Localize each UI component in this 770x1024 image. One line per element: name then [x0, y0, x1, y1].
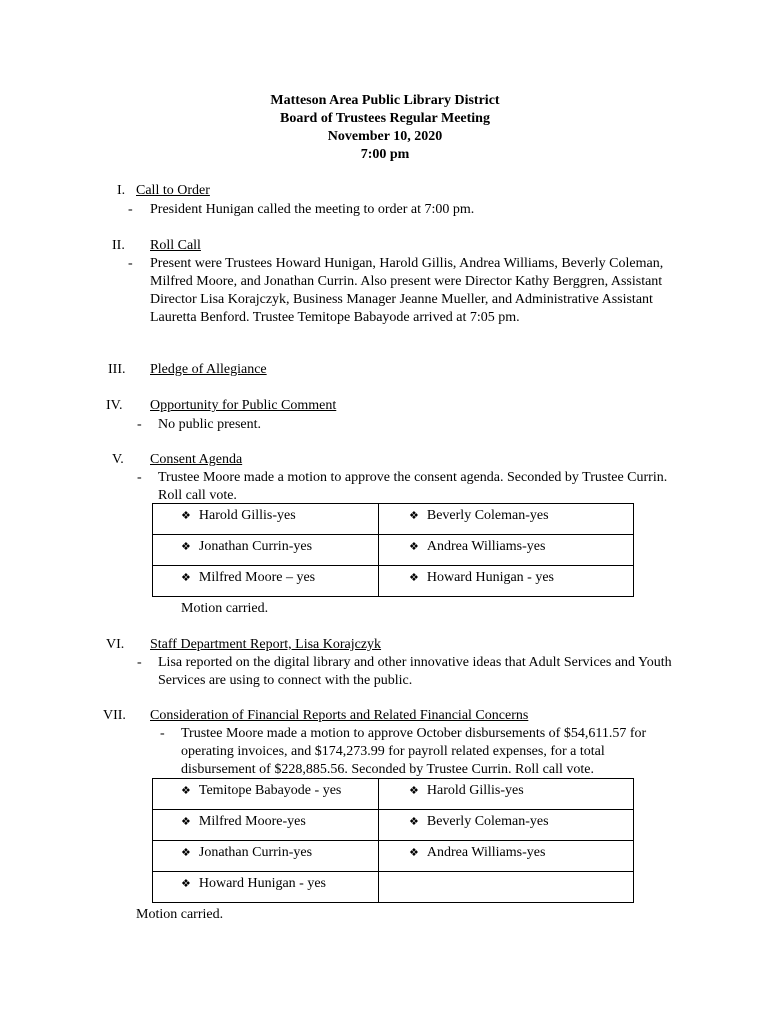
diamond-bullet-icon: ❖ — [181, 816, 191, 828]
section-1-title: Call to Order — [136, 183, 210, 198]
section-2-number: II. — [112, 238, 125, 253]
vote-cell: ❖ Jonathan Currin-yes — [153, 841, 379, 872]
diamond-bullet-icon: ❖ — [181, 510, 191, 522]
section-4-title: Opportunity for Public Comment — [150, 398, 337, 413]
diamond-bullet-icon: ❖ — [409, 572, 419, 584]
vote-cell: ❖ Beverly Coleman-yes — [379, 504, 634, 535]
vote-row — [153, 841, 634, 872]
diamond-bullet-icon: ❖ — [409, 785, 419, 797]
org-name: Matteson Area Public Library District — [270, 93, 500, 108]
section-7-item: Trustee Moore made a motion to approve October disbursements of $54,611.57 for operating invoices, and $174,273.99 for payroll related expenses, for a total disbursement of $228,885.56. Seconded by Trustee Currin. Roll call vote. — [181, 726, 647, 777]
vote-cell: ❖ Andrea Williams-yes — [379, 535, 634, 566]
section-2-title: Roll Call — [150, 238, 201, 253]
vote-cell: ❖ Harold Gillis-yes — [379, 779, 634, 810]
vote-cell: ❖ Temitope Babayode - yes — [153, 779, 379, 810]
vote-cell: ❖ Howard Hunigan - yes — [379, 566, 634, 597]
section-5-number: V. — [112, 452, 124, 467]
section-4-number: IV. — [106, 398, 123, 413]
diamond-bullet-icon: ❖ — [409, 847, 419, 859]
vote-cell: ❖ Jonathan Currin-yes — [153, 535, 379, 566]
consent-vote-table — [152, 503, 634, 597]
vote-row — [153, 810, 634, 841]
vote-row — [153, 535, 634, 566]
dash-marker: - — [160, 726, 165, 741]
vote-cell: ❖ Andrea Williams-yes — [379, 841, 634, 872]
section-2-item: Present were Trustees Howard Hunigan, Harold Gillis, Andrea Williams, Beverly Coleman, Milfred Moore, and Jonathan Currin. Also present were Director Kathy Berggren, Assistant Director Lisa Korajczyk, Business Manager Jeanne Mueller, and Administrative Assistant Lauretta Benford. Trustee Temitope Babayode arrived at 7:05 pm. — [150, 256, 664, 325]
document-header — [0, 92, 770, 164]
dash-marker: - — [137, 417, 142, 432]
diamond-bullet-icon: ❖ — [409, 816, 419, 828]
financial-vote-table — [152, 778, 634, 903]
meeting-date: November 10, 2020 — [327, 129, 443, 144]
section-7-number: VII. — [103, 708, 126, 723]
section-6-title: Staff Department Report, Lisa Korajczyk — [150, 637, 382, 652]
dash-marker: - — [137, 655, 142, 670]
section-7-title: Consideration of Financial Reports and Related Financial Concerns — [150, 708, 529, 723]
dash-marker: - — [137, 470, 142, 485]
vote-cell: ❖ Howard Hunigan - yes — [153, 872, 379, 903]
vote-cell: ❖ Beverly Coleman-yes — [379, 810, 634, 841]
section-6-number: VI. — [106, 637, 125, 652]
diamond-bullet-icon: ❖ — [181, 541, 191, 553]
diamond-bullet-icon: ❖ — [181, 847, 191, 859]
section-5-result: Motion carried. — [181, 601, 269, 616]
diamond-bullet-icon: ❖ — [181, 572, 191, 584]
section-1-item: President Hunigan called the meeting to order at 7:00 pm. — [150, 202, 475, 217]
section-5-title: Consent Agenda — [150, 452, 243, 467]
meeting-title: Board of Trustees Regular Meeting — [280, 111, 490, 126]
vote-cell: ❖ Milfred Moore-yes — [153, 810, 379, 841]
vote-cell: ❖ Milfred Moore – yes — [153, 566, 379, 597]
section-3-title: Pledge of Allegiance — [150, 362, 267, 377]
section-3-number: III. — [108, 362, 126, 377]
section-1-number: I. — [117, 183, 126, 198]
section-6-item: Lisa reported on the digital library and other innovative ideas that Adult Services and Youth Services are using to connect with the public. — [158, 655, 672, 688]
diamond-bullet-icon: ❖ — [409, 510, 419, 522]
vote-cell-empty — [379, 872, 634, 903]
vote-row — [153, 779, 634, 810]
section-7-result: Motion carried. — [136, 907, 224, 922]
section-5-item: Trustee Moore made a motion to approve the consent agenda. Seconded by Trustee Currin. Roll call vote. — [158, 470, 668, 503]
meeting-time: 7:00 pm — [360, 147, 410, 162]
vote-row — [153, 504, 634, 535]
dash-marker: - — [128, 256, 133, 271]
diamond-bullet-icon: ❖ — [181, 785, 191, 797]
dash-marker: - — [128, 202, 133, 217]
vote-row — [153, 566, 634, 597]
vote-row — [153, 872, 634, 903]
vote-cell: ❖ Harold Gillis-yes — [153, 504, 379, 535]
diamond-bullet-icon: ❖ — [181, 878, 191, 890]
section-4-item: No public present. — [158, 417, 262, 432]
diamond-bullet-icon: ❖ — [409, 541, 419, 553]
